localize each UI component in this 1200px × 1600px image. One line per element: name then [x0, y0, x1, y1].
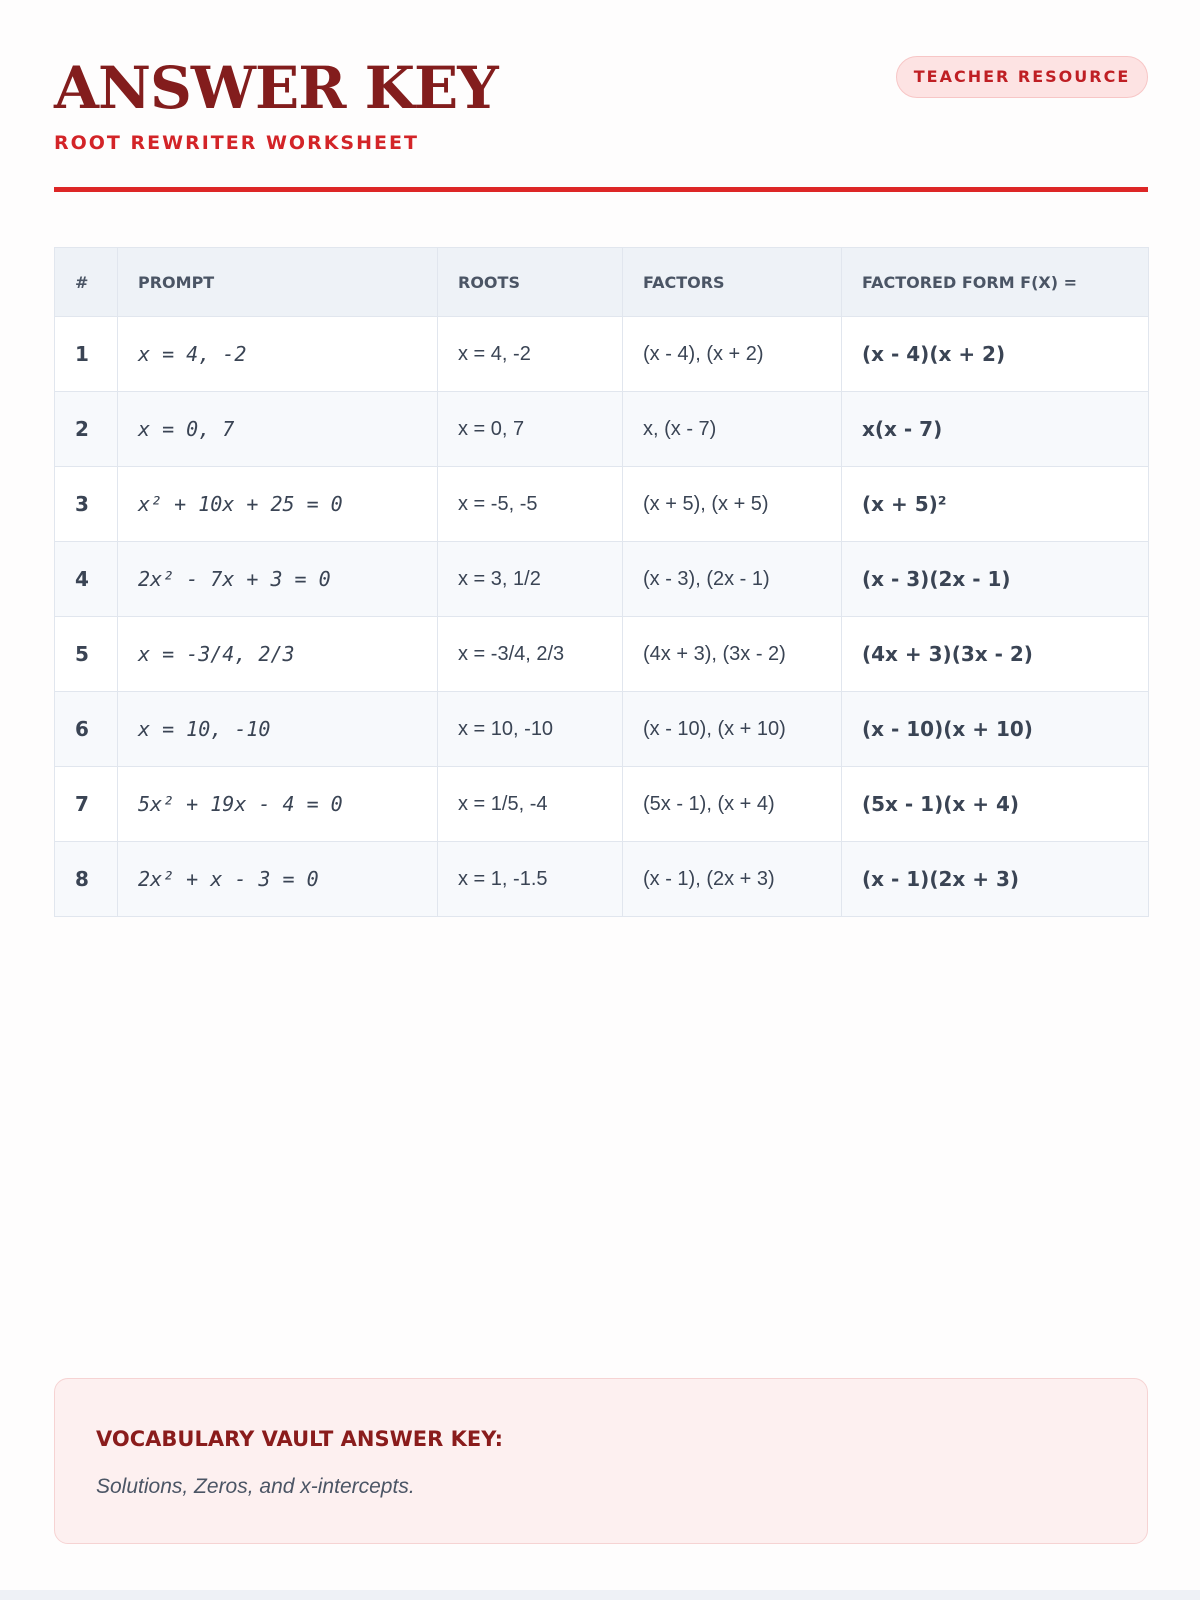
row-roots: x = 3, 1/2 — [438, 542, 623, 617]
row-factored-form: (4x + 3)(3x - 2) — [842, 617, 1149, 692]
vocabulary-answer: Solutions, Zeros, and x-intercepts. — [96, 1475, 415, 1498]
row-factors: (x + 5), (x + 5) — [623, 467, 842, 542]
row-roots: x = 1/5, -4 — [438, 767, 623, 842]
table-row — [55, 317, 1149, 392]
page-title: ANSWER KEY — [54, 54, 498, 122]
row-prompt: 5x² + 19x - 4 = 0 — [118, 767, 438, 842]
row-prompt: x² + 10x + 25 = 0 — [118, 467, 438, 542]
row-prompt: x = -3/4, 2/3 — [118, 617, 438, 692]
row-factors: (5x - 1), (x + 4) — [623, 767, 842, 842]
row-factored-form: (x - 3)(2x - 1) — [842, 542, 1149, 617]
row-number: 5 — [55, 617, 118, 692]
table-row — [55, 692, 1149, 767]
table-row — [55, 617, 1149, 692]
row-roots: x = -3/4, 2/3 — [438, 617, 623, 692]
table-row — [55, 392, 1149, 467]
row-factored-form: (x - 10)(x + 10) — [842, 692, 1149, 767]
row-roots: x = 4, -2 — [438, 317, 623, 392]
row-prompt: 2x² + x - 3 = 0 — [118, 842, 438, 917]
page-footer-band — [0, 1590, 1200, 1600]
row-factors: (x - 10), (x + 10) — [623, 692, 842, 767]
teacher-resource-badge: TEACHER RESOURCE — [896, 56, 1148, 98]
row-prompt: x = 10, -10 — [118, 692, 438, 767]
row-number: 7 — [55, 767, 118, 842]
row-factored-form: x(x - 7) — [842, 392, 1149, 467]
column-header-factored-form: FACTORED FORM F(X) = — [842, 248, 1149, 317]
row-factors: (x - 4), (x + 2) — [623, 317, 842, 392]
row-prompt: 2x² - 7x + 3 = 0 — [118, 542, 438, 617]
column-header-prompt: PROMPT — [118, 248, 438, 317]
answer-table — [54, 247, 1149, 917]
row-factors: (4x + 3), (3x - 2) — [623, 617, 842, 692]
row-factors: x, (x - 7) — [623, 392, 842, 467]
row-factored-form: (x - 1)(2x + 3) — [842, 842, 1149, 917]
row-roots: x = 0, 7 — [438, 392, 623, 467]
table-row — [55, 467, 1149, 542]
header-divider — [54, 187, 1148, 192]
vocabulary-title: VOCABULARY VAULT ANSWER KEY: — [96, 1427, 503, 1451]
row-number: 3 — [55, 467, 118, 542]
page-subtitle: ROOT REWRITER WORKSHEET — [54, 132, 419, 154]
table-header-row — [55, 248, 1149, 317]
table-row — [55, 842, 1149, 917]
table-row — [55, 542, 1149, 617]
row-roots: x = 1, -1.5 — [438, 842, 623, 917]
vocabulary-answer-box — [54, 1378, 1148, 1544]
row-factors: (x - 1), (2x + 3) — [623, 842, 842, 917]
row-number: 8 — [55, 842, 118, 917]
row-factored-form: (5x - 1)(x + 4) — [842, 767, 1149, 842]
row-number: 1 — [55, 317, 118, 392]
table-row — [55, 767, 1149, 842]
column-header-factors: FACTORS — [623, 248, 842, 317]
row-factored-form: (x - 4)(x + 2) — [842, 317, 1149, 392]
row-roots: x = -5, -5 — [438, 467, 623, 542]
row-number: 4 — [55, 542, 118, 617]
row-number: 6 — [55, 692, 118, 767]
row-prompt: x = 0, 7 — [118, 392, 438, 467]
column-header-roots: ROOTS — [438, 248, 623, 317]
row-factors: (x - 3), (2x - 1) — [623, 542, 842, 617]
column-header-number: # — [55, 248, 118, 317]
row-prompt: x = 4, -2 — [118, 317, 438, 392]
row-factored-form: (x + 5)² — [842, 467, 1149, 542]
row-roots: x = 10, -10 — [438, 692, 623, 767]
row-number: 2 — [55, 392, 118, 467]
